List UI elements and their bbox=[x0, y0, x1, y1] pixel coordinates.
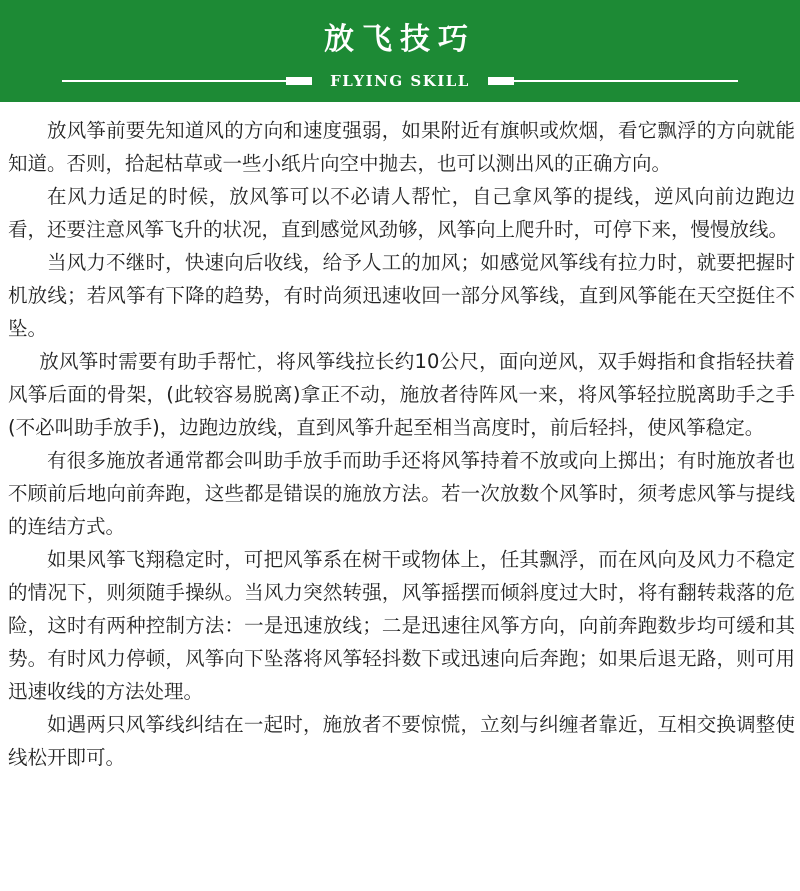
article-body bbox=[0, 102, 800, 774]
paragraph-assistant-launch: 放风筝时需要有助手帮忙，将风筝线拉长约10公尺，面向逆风，双手姆指和食指轻扶着风筝后面的骨架，(此较容易脱离)拿正不动，施放者待阵风一来，将风筝轻拉脱离助手之手(不必叫助手放手)，边跑边放线，直到风筝升起至相当高度时，前后轻抖，使风筝稳定。 bbox=[8, 350, 795, 439]
paragraph-wind-direction: 放风筝前要先知道风的方向和速度强弱，如果附近有旗帜或炊烟，看它飘浮的方向就能知道。否则，拾起枯草或一些小纸片向空中抛去，也可以测出风的正确方向。 bbox=[8, 119, 795, 175]
page-title: 放飞技巧 bbox=[324, 22, 476, 57]
paragraph-weak-wind: 当风力不继时，快速向后收线，给予人工的加风；如感觉风筝线有拉力时，就要把握时机放线；若风筝有下降的趋势，有时尚须迅速收回一部分风筝线，直到风筝能在天空挺住不坠。 bbox=[8, 251, 795, 340]
divider-right bbox=[488, 80, 738, 82]
paragraph-control-methods: 如果风筝飞翔稳定时，可把风筝系在树干或物体上，任其飘浮，而在风向及风力不稳定的情况下，则须随手操纵。当风力突然转强，风筝摇摆而倾斜度过大时，将有翻转栽落的危险，这时有两种控制方法：一是迅速放线；二是迅速往风筝方向，向前奔跑数步均可缓和其势。有时风力停顿，风筝向下坠落将风筝轻抖数下或迅速向后奔跑；如果后退无路，则可用迅速收线的方法处理。 bbox=[8, 548, 795, 703]
page-subtitle: FLYING SKILL bbox=[330, 72, 470, 90]
paragraph-common-mistakes: 有很多施放者通常都会叫助手放手而助手还将风筝持着不放或向上掷出；有时施放者也不顾前后地向前奔跑，这些都是错误的施放方法。若一次放数个风筝时，须考虑风筝与提线的连结方式。 bbox=[8, 449, 795, 538]
header-banner bbox=[0, 0, 800, 102]
paragraph-tangled-lines: 如遇两只风筝线纠结在一起时，施放者不要惊慌，立刻与纠缠者靠近，互相交换调整使线松开即可。 bbox=[8, 713, 795, 769]
paragraph-solo-launch: 在风力适足的时候，放风筝可以不必请人帮忙，自己拿风筝的提线，逆风向前边跑边看，还要注意风筝飞升的状况，直到感觉风劲够，风筝向上爬升时，可停下来，慢慢放线。 bbox=[8, 185, 795, 241]
